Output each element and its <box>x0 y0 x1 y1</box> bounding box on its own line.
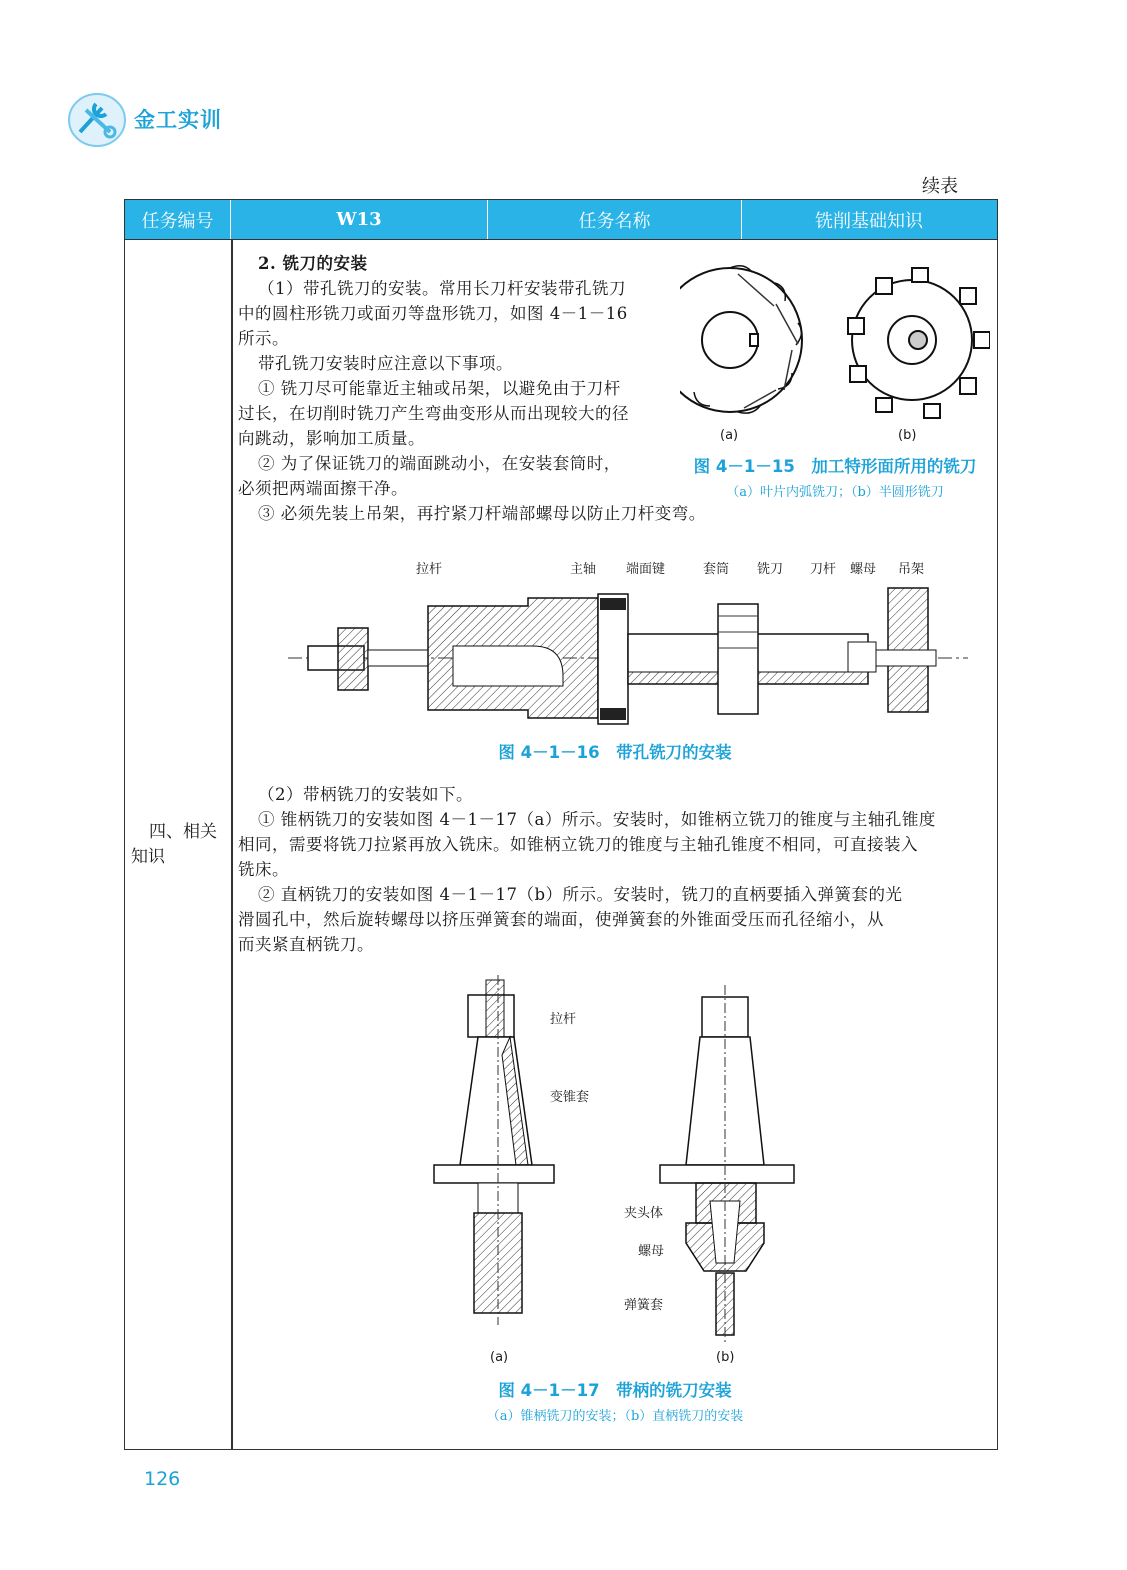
paragraph-2: 带孔铣刀安装时应注意以下事项。 <box>258 354 513 373</box>
fig15-sub-a: (a) <box>720 428 739 443</box>
wrench-logo-icon <box>66 92 128 148</box>
fig17-label-taper-sleeve: 变锥套 <box>550 1090 590 1105</box>
fig17-shank-mount-drawing <box>420 975 800 1345</box>
row-label: 四、相关 知识 <box>131 822 217 867</box>
fig17-label-pull-rod: 拉杆 <box>550 1012 577 1027</box>
fig16-label-pull-rod: 拉杆 <box>416 562 443 577</box>
fig16-caption: 图 4－1－16 带孔铣刀的安装 <box>498 743 732 762</box>
fig17-label-collet-body: 夹头体 <box>624 1206 664 1221</box>
fig17-subcaption: （a）锥柄铣刀的安装；（b）直柄铣刀的安装 <box>486 1409 744 1424</box>
fig17-label-nut: 螺母 <box>638 1244 665 1259</box>
fig16-label-spindle: 主轴 <box>570 562 597 577</box>
fig16-label-sleeve: 套筒 <box>703 562 730 577</box>
table-header <box>125 200 997 240</box>
taper-shank-assembly <box>434 975 554 1325</box>
col-task-number: 任务编号 <box>125 200 231 239</box>
fig15-subcaption: （a）叶片内弧铣刀；（b）半圆形铣刀 <box>726 485 944 500</box>
fig16-label-nut: 螺母 <box>850 562 877 577</box>
fig15-sub-b: (b) <box>898 428 917 443</box>
col-task-id: W13 <box>231 200 488 239</box>
paragraph-1: （1）带孔铣刀的安装。常用长刀杆安装带孔铣刀 中的圆柱形铣刀或面刃等盘形铣刀，如图 4－1－16 所示。 带孔铣刀安装时应注意以下事项。 ① 铣刀尽可能靠近主轴或吊架，以避免由于刀杆 过长，在切削时铣刀产生弯曲变形从而出现较大的径 向跳动，影响加工质量。 ② 为了保证铣刀的端面跳动小，在安装套筒时， 必须把两端面擦干净。 ③ 必须先装上吊架，再拧紧刀杆端部螺母以防止刀杆变弯。 <box>238 279 706 523</box>
fig17-caption: 图 4－1－17 带柄的铣刀安装 <box>498 1381 732 1400</box>
leaf-arc-cutter <box>680 266 802 413</box>
book-title: 金工实训 <box>134 108 222 132</box>
column-divider <box>231 240 233 1450</box>
section-title: 2. 铣刀的安装 <box>258 254 368 273</box>
semicircle-cutter <box>848 268 990 418</box>
fig16-label-hanger: 吊架 <box>898 562 925 577</box>
straight-shank-assembly <box>660 985 794 1345</box>
col-task-title: 铣削基础知识 <box>815 210 923 232</box>
fig15-cutters-drawing <box>680 258 990 428</box>
fig16-arbor-drawing <box>288 576 968 736</box>
paragraph-shank: （2）带柄铣刀的安装如下。 ① 锥柄铣刀的安装如图 4－1－17（a）所示。安装时，如锥柄立铣刀的锥度与主轴孔锥度 相同，需要将铣刀拉紧再放入铣床。如锥柄立铣刀的锥度与主轴孔锥度不相同，可直接装入 铣床。 ② 直柄铣刀的安装如图 4－1－17（b）所示。安装时，铣刀的直柄要插入弹簧套的光 滑圆孔中，然后旋转螺母以挤压弹簧套的端面，使弹簧套的外锥面受压而孔径缩小，从 而夹紧直柄铣刀。 <box>238 785 936 954</box>
fig17-sub-a: (a) <box>490 1350 509 1365</box>
fig16-label-arbor: 刀杆 <box>810 562 837 577</box>
fig16-label-end-key: 端面键 <box>626 562 666 577</box>
fig17-label-collet: 弹簧套 <box>624 1298 664 1313</box>
fig17-sub-b: (b) <box>716 1350 735 1365</box>
continued-label: 续表 <box>922 176 958 197</box>
fig15-caption: 图 4－1－15 加工特形面所用的铣刀 <box>693 457 977 476</box>
fig16-label-cutter: 铣刀 <box>757 562 784 577</box>
col-task-name: 任务名称 <box>488 200 742 239</box>
page-number: 126 <box>144 1468 181 1490</box>
